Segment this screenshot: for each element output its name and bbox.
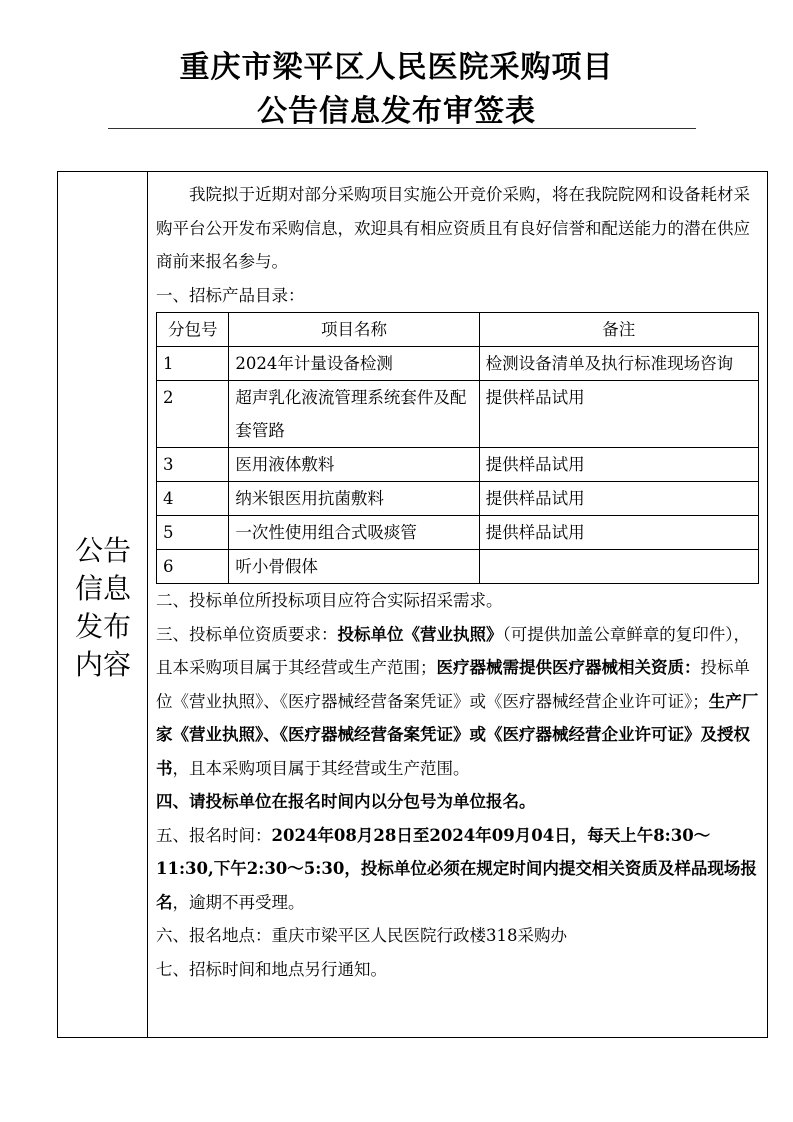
section3-lead: 三、投标单位资质要求： xyxy=(156,624,338,644)
table-row xyxy=(157,381,759,448)
cell-item-name: 2024年计量设备检测 xyxy=(229,347,479,381)
cell-package-no: 5 xyxy=(157,516,229,550)
section2: 二、投标单位所投标项目应符合实际招采需求。 xyxy=(156,591,503,610)
announcement-content xyxy=(156,178,762,986)
cell-item-name: 超声乳化液流管理系统套件及配套管路 xyxy=(229,381,479,448)
cell-package-no: 2 xyxy=(157,381,229,448)
document-title-line1: 重庆市梁平区人民医院采购项目 xyxy=(179,50,614,85)
side-label-line: 公告 xyxy=(74,534,131,567)
section3 xyxy=(156,618,762,786)
section4: 四、请投标单位在报名时间内以分包号为单位报名。 xyxy=(156,792,536,811)
side-label-line: 信息 xyxy=(74,572,131,605)
cell-note: 提供样品试用 xyxy=(479,381,758,448)
section3-text-3: ，且本采购项目属于其经营或生产范围。 xyxy=(172,758,470,778)
intro-paragraph: 我院拟于近期对部分采购项目实施公开竞价采购，将在我院院网和设备耗材采购平台公开发布采购信息，欢迎具有相应资质且有良好信誉和配送能力的潜在供应商前来报名参与。 xyxy=(156,185,750,271)
section7: 七、招标时间和地点另行通知。 xyxy=(156,959,387,979)
table-header-row xyxy=(157,313,759,347)
cell-item-name: 医用液体敷料 xyxy=(229,448,479,482)
table-row xyxy=(157,516,759,550)
document-title-line2: 公告信息发布审签表 xyxy=(257,94,536,129)
section5 xyxy=(156,819,762,920)
cell-note: 提供样品试用 xyxy=(479,448,758,482)
section3-bold-2: 医疗器械需提供医疗器械相关资质： xyxy=(436,658,701,677)
cell-item-name: 纳米银医用抗菌敷料 xyxy=(229,482,479,516)
cell-item-name: 听小骨假体 xyxy=(229,550,479,584)
table-row xyxy=(157,448,759,482)
cell-item-name: 一次性使用组合式吸痰管 xyxy=(229,516,479,550)
section5-text: ，逾期不再受理。 xyxy=(172,892,305,912)
section5-lead: 五、报名时间： xyxy=(156,825,272,845)
side-label xyxy=(68,532,138,684)
cell-note xyxy=(479,550,758,584)
product-table xyxy=(156,312,759,584)
table-row xyxy=(157,482,759,516)
cell-package-no: 4 xyxy=(157,482,229,516)
section3-bold-3: 生产厂家《营业执照》、《医疗器械经营备案凭证》或《医疗器械经营企业许可证》及授权书 xyxy=(156,691,759,778)
section3-bold-1: 投标单位《营业执照》 xyxy=(337,624,503,644)
cell-note: 提供样品试用 xyxy=(479,516,758,550)
header-item-name: 项目名称 xyxy=(229,313,479,347)
section3-text-2: 投标单位《营业执照》、《医疗器械经营备案凭证》或《医疗器械经营企业许可证》； xyxy=(156,658,750,711)
cell-package-no: 3 xyxy=(157,448,229,482)
section3-text-1: （可提供加盖公章鲜章的复印件），且本采购项目属于其经营或生产范围； xyxy=(156,624,750,677)
side-label-line: 内容 xyxy=(74,648,131,681)
cell-package-no: 6 xyxy=(157,550,229,584)
header-package-no: 分包号 xyxy=(157,313,229,347)
cell-note: 检测设备清单及执行标准现场咨询 xyxy=(479,347,758,381)
cell-note: 提供样品试用 xyxy=(479,482,758,516)
side-label-line: 发布 xyxy=(74,610,131,643)
header-note: 备注 xyxy=(479,313,758,347)
table-row xyxy=(157,550,759,584)
title-divider xyxy=(108,128,696,129)
section5-bold: 2024年08月28日至2024年09月04日，每天上午8:30～11:30,下午2:30～5:30，投标单位必须在规定时间内提交相关资质及样品现场报名 xyxy=(156,825,757,912)
cell-package-no: 1 xyxy=(157,347,229,381)
table-row xyxy=(157,347,759,381)
form-left-column xyxy=(58,172,148,1037)
sign-off-form xyxy=(57,171,768,1038)
section6: 六、报名地点：重庆市梁平区人民医院行政楼318采购办 xyxy=(156,926,567,945)
section1-title: 一、招标产品目录： xyxy=(156,285,305,305)
